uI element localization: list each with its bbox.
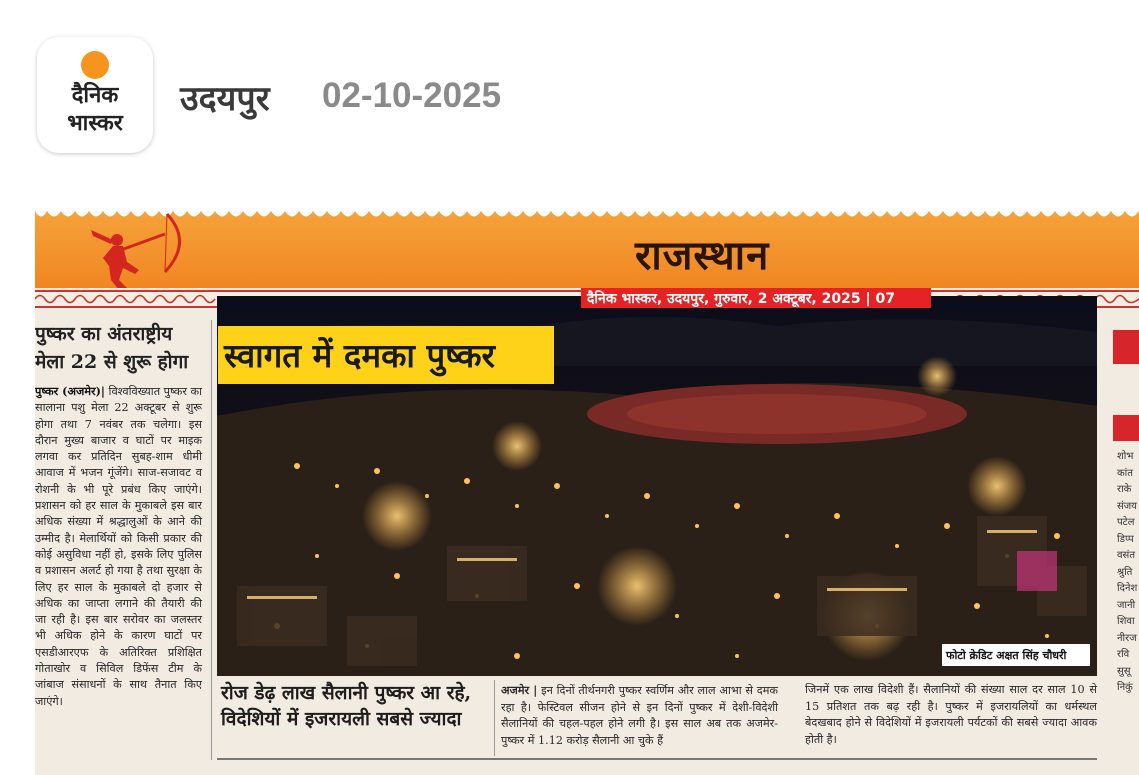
right-column-cut[interactable]: [1109, 320, 1139, 775]
section-title: राजस्थान: [635, 232, 770, 279]
left-story-dateline: पुष्कर (अजमेर)|: [35, 384, 105, 398]
right-column-fragment: श्रुति: [1117, 566, 1133, 578]
masthead-text: दैनिक भास्कर, उदयपुर, गुरुवार, 2 अक्टूबर, 2025 | 07: [587, 291, 895, 307]
right-column-fragment: संजय: [1117, 500, 1137, 512]
dainik-bhaskar-logo[interactable]: [37, 37, 153, 153]
left-story-text: विश्वविख्यात पुष्कर का सालाना पशु मेला 22 अक्टूबर से शुरू होगा तथा 7 नवंबर तक चलेगा। इस दौरान मुख्य बाजार व घाटों पर माइक लगवा कर प्रतिदिन सुबह-शाम धीमी आवाज में भजन गूंजेंगे। साज-सजावट व रोशनी के भी पूरे प्रबंध किए जाएंगे। प्रशासन को हर साल के मुकाबले इस बार अधिक संख्या में श्रद्धालुओं के आने की उम्मीद है। मेलार्थियों को किसी प्रकार की कोई असुविधा नहीं हो, इसके लिए पुलिस व प्रशासन अलर्ट हो गया है तथा सुरक्षा के लिए हर साल के मुकाबले दो हजार से अधिक का जाप्ता लगाने की तैयारी की जा रही है। इस बार सरोवर का जलस्तर भी अधिक होने के कारण घाटों पर एसडीआरएफ के अतिरिक्त प्रशिक्षित गोताखोर व सिविल डिफेंस टीम के जांबाज संसाधनों के साथ तैनात किए जाएंगे।: [35, 385, 202, 708]
right-column-fragment: कांत: [1117, 467, 1133, 479]
archer-emblem-icon: [73, 210, 223, 290]
right-column-fragment: जानी: [1117, 599, 1136, 611]
right-red-box-2: [1113, 415, 1139, 441]
right-column-fragment: सुसू: [1117, 665, 1131, 677]
right-column-fragment: निकुं: [1117, 682, 1133, 693]
section-banner: [35, 208, 1139, 288]
sun-icon: [81, 51, 109, 79]
bottom-rule: [217, 758, 1097, 760]
photo-credit-box: [942, 644, 1090, 666]
right-column-fragment: पटेल: [1117, 517, 1135, 528]
right-column-fragment: दिनेश: [1117, 583, 1138, 594]
left-story-body: [35, 383, 202, 710]
right-column-fragment: रवि: [1117, 649, 1130, 660]
app-header: [0, 0, 1139, 190]
main-story-text-1: इन दिनों तीर्थनगरी पुष्कर स्वर्णिम और लाल आभा से दमक रहा है। फेस्टिवल सीजन होने से इन दिनों पुष्कर में देशी-विदेशी सैलानियों की चहल-पहल होने लगी है। इस साल अब तक अजमेर-पुष्कर में 1.12 करोड़ सैलानी आ चुके हैं: [501, 684, 778, 747]
right-column-fragment: शिवा: [1117, 616, 1135, 627]
left-story[interactable]: [35, 320, 205, 775]
masthead-bar: [581, 288, 931, 308]
right-column-fragment: वसंत: [1117, 550, 1136, 561]
logo-text-line1: दैनिक: [71, 82, 119, 108]
edition-date[interactable]: 02-10-2025: [322, 76, 502, 115]
main-story-body-col2: जिनमें एक लाख विदेशी हैं। सैलानियों की संख्या साल दर साल 10 से 15 प्रतिशत तक बढ़ रही है। पुष्कर में इजरायलियों का धर्मस्थल बेदखबाद होने से विदेशियों में इजरायली पर्यटकों की सबसे ज्यादा आवक होती है।: [805, 683, 1097, 746]
main-story-body-col1: [501, 682, 778, 749]
column-divider: [211, 320, 212, 760]
right-column-fragment: नीरज: [1117, 632, 1137, 644]
left-story-headline: पुष्कर का अंतराष्ट्रीय मेला 22 से शुरू होगा: [35, 323, 189, 373]
right-column-fragment: डिप्प: [1117, 533, 1134, 545]
logo-text-line2: भास्कर: [67, 110, 123, 136]
right-column-fragment: राके: [1117, 484, 1132, 495]
photo-credit: फोटो क्रेडिट अक्षत सिंह चौधरी: [946, 649, 1067, 662]
photo-headline: स्वागत में दमका पुष्कर: [224, 336, 496, 375]
right-red-box: [1113, 330, 1139, 364]
main-story-dateline: अजमेर |: [501, 683, 538, 697]
right-column-fragment: शोभ: [1117, 451, 1134, 462]
column-divider: [494, 680, 495, 756]
photo-headline-box: [218, 326, 554, 384]
main-story-headline[interactable]: रोज डेढ़ लाख सैलानी पुष्कर आ रहे, विदेशियों में इजरायली सबसे ज्यादा: [221, 682, 472, 730]
edition-city[interactable]: उदयपुर: [180, 79, 270, 119]
newspaper-page[interactable]: [35, 208, 1139, 775]
